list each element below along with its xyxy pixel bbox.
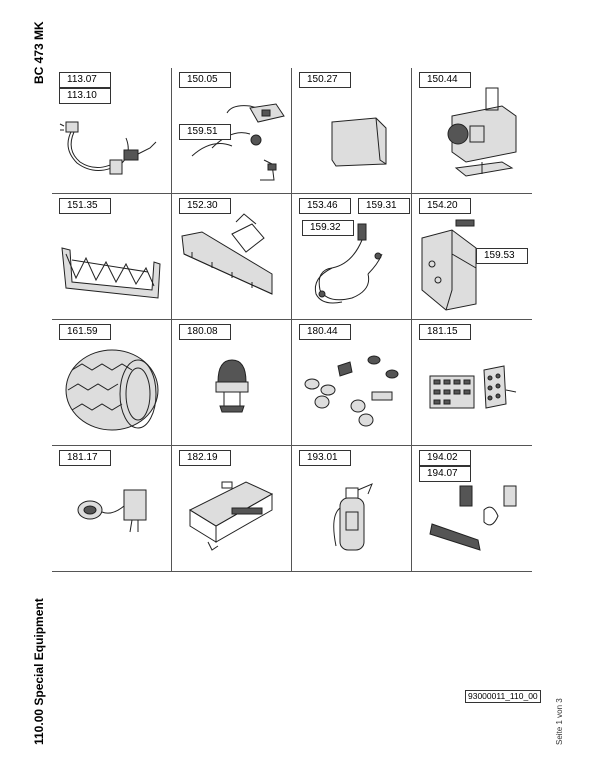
part-cell[interactable] bbox=[292, 446, 412, 572]
part-cell[interactable] bbox=[412, 194, 532, 320]
part-number: 180.08 bbox=[179, 324, 231, 340]
part-number: 113.10 bbox=[59, 88, 111, 104]
part-number: 159.31 bbox=[358, 198, 410, 214]
part-number: 152.30 bbox=[179, 198, 231, 214]
part-number: 150.05 bbox=[179, 72, 231, 88]
parts-grid bbox=[52, 68, 534, 572]
part-number: 181.15 bbox=[419, 324, 471, 340]
part-number: 193.01 bbox=[299, 450, 351, 466]
part-number: 153.46 bbox=[299, 198, 351, 214]
part-number: 159.32 bbox=[302, 220, 354, 236]
part-number: 182.19 bbox=[179, 450, 231, 466]
part-cell[interactable] bbox=[292, 194, 412, 320]
section-title: 110.00 Special Equipment bbox=[32, 598, 46, 745]
part-cell[interactable] bbox=[172, 320, 292, 446]
part-number: 154.20 bbox=[419, 198, 471, 214]
part-number: 151.35 bbox=[59, 198, 111, 214]
part-cell[interactable] bbox=[412, 320, 532, 446]
part-number: 161.59 bbox=[59, 324, 111, 340]
part-cell[interactable] bbox=[412, 446, 532, 572]
reference-number: 93000011_110_00 bbox=[465, 690, 541, 703]
part-cell[interactable] bbox=[292, 320, 412, 446]
part-number: 150.27 bbox=[299, 72, 351, 88]
part-cell[interactable] bbox=[172, 68, 292, 194]
part-cell[interactable] bbox=[172, 194, 292, 320]
part-cell[interactable] bbox=[52, 194, 172, 320]
part-number: 180.44 bbox=[299, 324, 351, 340]
part-number: 150.44 bbox=[419, 72, 471, 88]
part-number: 113.07 bbox=[59, 72, 111, 88]
page-number: Seite 1 von 3 bbox=[555, 698, 564, 745]
part-number: 181.17 bbox=[59, 450, 111, 466]
part-cell[interactable] bbox=[412, 68, 532, 194]
part-number: 159.53 bbox=[476, 248, 528, 264]
part-cell[interactable] bbox=[172, 446, 292, 572]
model-title: BC 473 MK bbox=[32, 21, 46, 84]
part-number: 194.07 bbox=[419, 466, 471, 482]
part-number: 159.51 bbox=[179, 124, 231, 140]
part-cell[interactable] bbox=[52, 68, 172, 194]
part-number: 194.02 bbox=[419, 450, 471, 466]
part-cell[interactable] bbox=[52, 446, 172, 572]
part-cell[interactable] bbox=[292, 68, 412, 194]
part-cell[interactable] bbox=[52, 320, 172, 446]
